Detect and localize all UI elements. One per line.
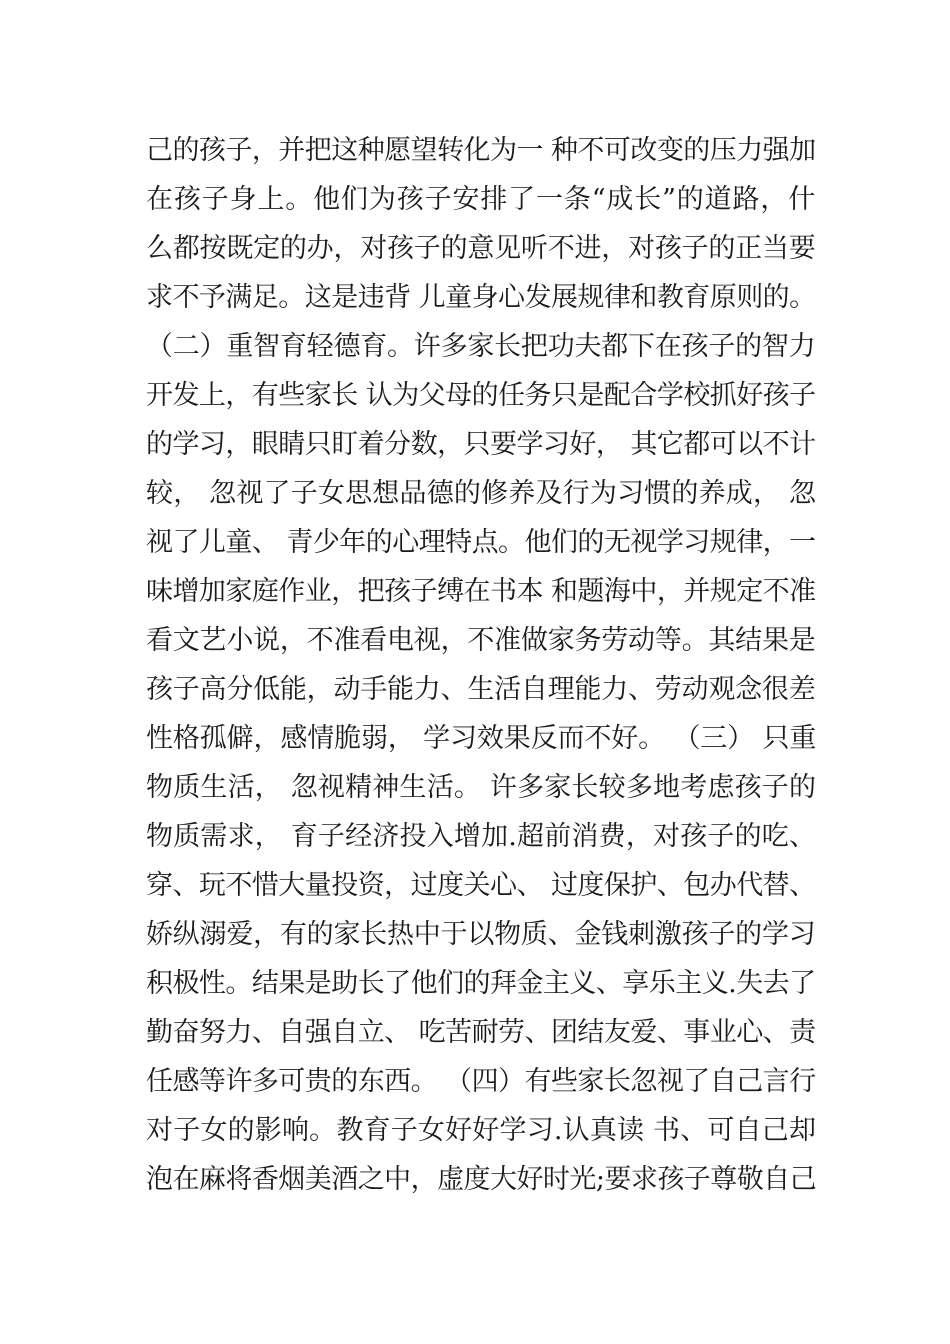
text-line: 勤奋努力、自强自立、 吃苦耐劳、团结友爱、事业心、责 (146, 1017, 816, 1048)
text-line: 么都按既定的办，对孩子的意见听不进，对孩子的正当要 (146, 233, 816, 264)
text-line: 孩子高分低能，动手能力、生活自理能力、劳动观念很差 (146, 674, 816, 705)
text-line: 任感等许多可贵的东西。 （四）有些家长忽视了自己言行 (146, 1066, 816, 1097)
text-line: 视了儿童、 青少年的心理特点。他们的无视学习规律，一 (146, 527, 816, 558)
text-line: 物质需求， 育子经济投入增加.超前消费，对孩子的吃、 (146, 821, 817, 852)
text-line: （二）重智育轻德育。许多家长把功夫都下在孩子的智力 (146, 331, 816, 362)
text-line: 求不予满足。这是违背 儿童身心发展规律和教育原则的。 (146, 282, 816, 313)
text-line: 味增加家庭作业，把孩子缚在书本 和题海中，并规定不准 (146, 576, 816, 607)
text-line: 娇纵溺爱，有的家长热中于以物质、金钱刺激孩子的学习 (146, 919, 816, 950)
text-line: 积极性。结果是助长了他们的拜金主义、享乐主义.失去了 (146, 968, 816, 999)
text-line: 较， 忽视了子女思想品德的修养及行为习惯的养成， 忽 (146, 478, 817, 509)
body-text (146, 126, 816, 1204)
text-line: 的学习，眼睛只盯着分数，只要学习好， 其它都可以不计 (146, 429, 816, 460)
text-line: 性格孤僻，感情脆弱， 学习效果反而不好。 （三） 只重 (146, 723, 817, 754)
text-line: 在孩子身上。他们为孩子安排了一条“成长”的道路，什 (146, 184, 817, 215)
text-line: 对子女的影响。教育子女好好学习.认真读 书、可自己却 (146, 1115, 817, 1146)
text-line: 看文艺小说，不准看电视，不准做家务劳动等。其结果是 (146, 625, 816, 656)
text-line: 穿、玩不惜大量投资，过度关心、 过度保护、包办代替、 (146, 870, 816, 901)
text-line: 己的孩子，并把这种愿望转化为一 种不可改变的压力强加 (146, 135, 816, 166)
text-line: 物质生活， 忽视精神生活。 许多家长较多地考虑孩子的 (146, 772, 817, 803)
text-line: 开发上，有些家长 认为父母的任务只是配合学校抓好孩子 (146, 380, 816, 411)
text-line: 泡在麻将香烟美酒之中，虚度大好时光;要求孩子尊敬自己 (146, 1164, 817, 1195)
